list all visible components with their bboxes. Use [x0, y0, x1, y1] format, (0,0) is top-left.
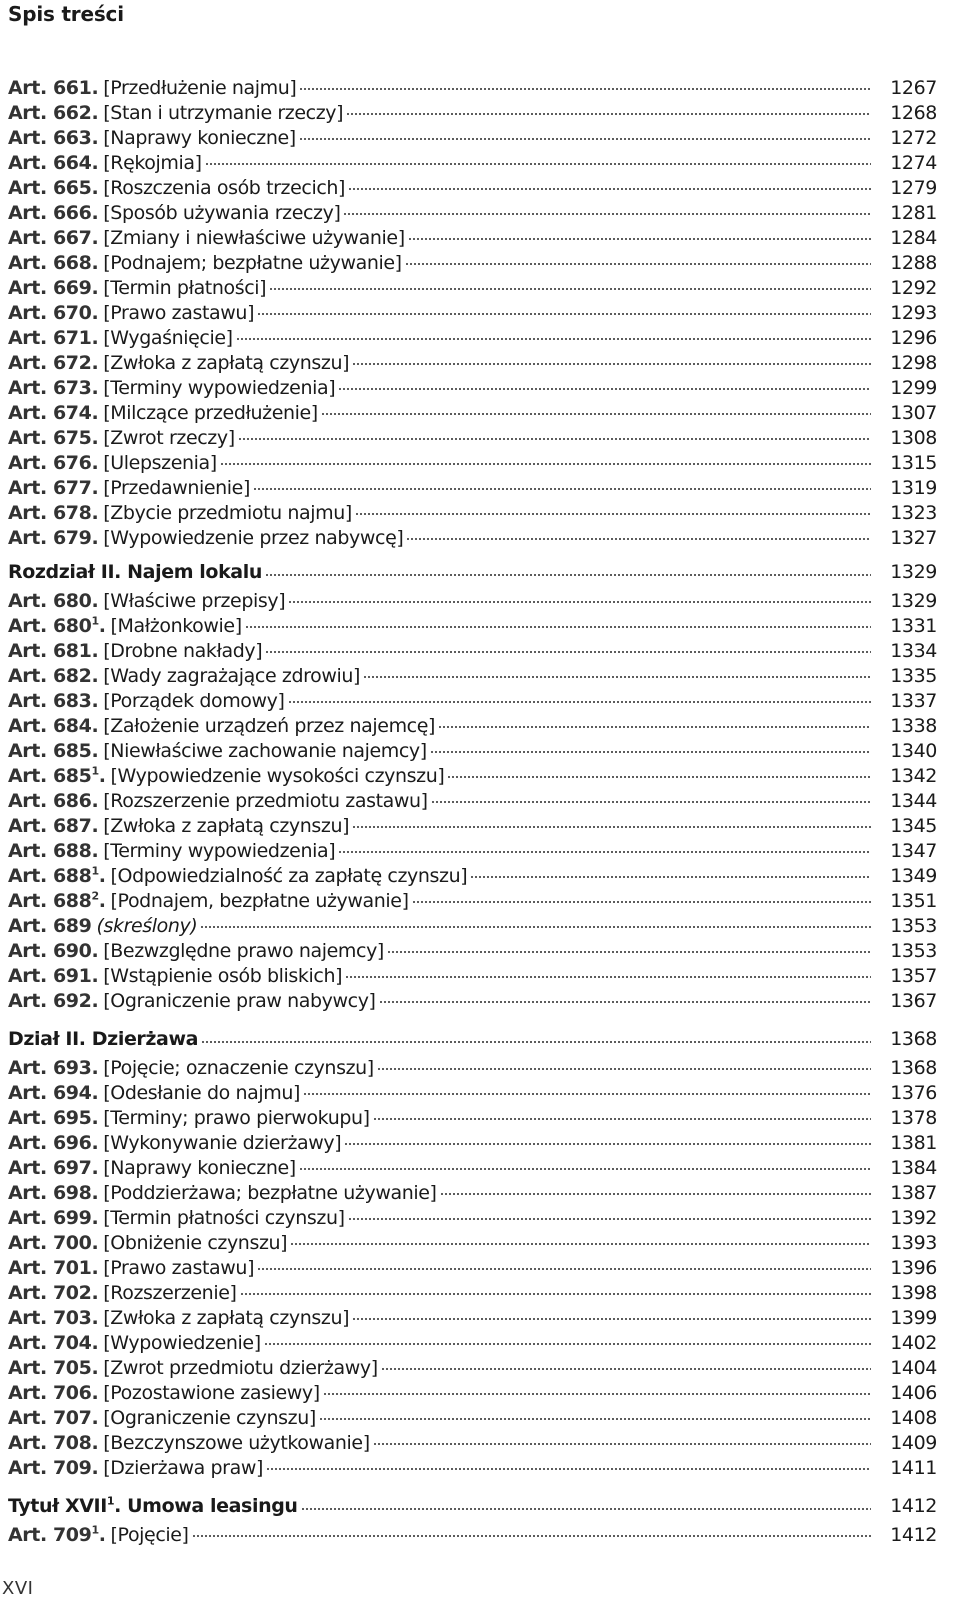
article-title: [Naprawy konieczne]	[103, 127, 296, 149]
toc-entry[interactable]	[8, 864, 958, 889]
article-title: [Odesłanie do najmu]	[103, 1082, 301, 1104]
toc-entry[interactable]	[8, 76, 958, 101]
article-number: Art. 703.	[8, 1307, 99, 1329]
page-number: 1298	[890, 352, 937, 374]
article-title: [Prawo zastawu]	[103, 1257, 255, 1279]
toc-entry[interactable]	[8, 476, 958, 501]
article-title: (skreślony)	[96, 915, 198, 937]
page-number: 1315	[890, 452, 937, 474]
article-number: Art. 677.	[8, 477, 99, 499]
article-number: Art. 661.	[8, 77, 99, 99]
toc-entry[interactable]	[8, 1131, 958, 1156]
dot-leader	[352, 826, 871, 828]
page-number: 1327	[890, 527, 937, 549]
article-number: Art. 702.	[8, 1282, 99, 1304]
page-number: 1349	[890, 865, 937, 887]
toc-entry[interactable]	[8, 964, 958, 989]
article-title: [Rękojmia]	[103, 152, 202, 174]
page-number: 1293	[890, 302, 937, 324]
page-number: 1376	[890, 1082, 937, 1104]
page-number: 1406	[890, 1382, 937, 1404]
article-number: Art. $688^2$.	[8, 889, 106, 912]
article-number: Art. 708.	[8, 1432, 99, 1454]
dot-leader	[440, 1193, 871, 1195]
page-number: 1307	[890, 402, 937, 424]
article-title: [Wypowiedzenie przez nabywcę]	[103, 527, 404, 549]
article-number: Art. $709^1$.	[8, 1523, 106, 1546]
dot-leader	[264, 1343, 871, 1345]
page-number: 1398	[890, 1282, 937, 1304]
toc-entry[interactable]	[8, 939, 958, 964]
toc-entry[interactable]	[8, 1081, 958, 1106]
dot-leader	[408, 238, 871, 240]
article-number: Art. 700.	[8, 1232, 99, 1254]
article-number: Art. 696.	[8, 1132, 99, 1154]
article-title: [Zwrot przedmiotu dzierżawy]	[103, 1357, 378, 1379]
article-title: [Ograniczenie czynszu]	[103, 1407, 316, 1429]
toc-entry[interactable]	[8, 526, 958, 551]
dot-leader	[387, 951, 871, 953]
article-title: [Terminy wypowiedzenia]	[103, 377, 336, 399]
toc-entry[interactable]	[8, 401, 958, 426]
dot-leader	[236, 338, 871, 340]
page-number: 1381	[890, 1132, 937, 1154]
dot-leader	[348, 188, 871, 190]
article-number: Art. 694.	[8, 1082, 99, 1104]
dot-leader	[377, 1068, 871, 1070]
toc-entry[interactable]	[8, 351, 958, 376]
page-number: 1409	[890, 1432, 937, 1454]
article-number: Art. $688^1$.	[8, 864, 106, 887]
dot-leader	[257, 1268, 871, 1270]
article-title: [Założenie urządzeń przez najemcę]	[103, 715, 436, 737]
article-title: [Zbycie przedmiotu najmu]	[103, 502, 352, 524]
article-title: [Bezwzględne prawo najemcy]	[103, 940, 384, 962]
article-number: Art. 683.	[8, 690, 99, 712]
toc-section-heading[interactable]	[8, 1491, 958, 1521]
dot-leader	[363, 676, 871, 678]
page-number: 1353	[890, 940, 937, 962]
article-number: Art. 665.	[8, 177, 99, 199]
page-number: 1340	[890, 740, 937, 762]
dot-leader	[301, 1508, 871, 1510]
article-number: Art. 684.	[8, 715, 99, 737]
dot-leader	[470, 876, 871, 878]
dot-leader	[338, 851, 871, 853]
page-number: 1344	[890, 790, 937, 812]
page-number: 1292	[890, 277, 937, 299]
article-title: [Prawo zastawu]	[103, 302, 255, 324]
dot-leader	[438, 726, 871, 728]
dot-leader	[303, 1093, 871, 1095]
page-number: 1338	[890, 715, 937, 737]
page-number: 1329	[890, 561, 937, 583]
article-number: Art. 682.	[8, 665, 99, 687]
article-title: [Ograniczenie praw nabywcy]	[103, 990, 376, 1012]
page-number: 1342	[890, 765, 937, 787]
toc-entry[interactable]	[8, 251, 958, 276]
article-number: Art. 662.	[8, 102, 99, 124]
dot-leader	[299, 1168, 871, 1170]
toc-entry[interactable]	[8, 1306, 958, 1331]
article-number: Art. 669.	[8, 277, 99, 299]
page-number: 1268	[890, 102, 937, 124]
dot-leader	[253, 488, 871, 490]
dot-leader	[352, 363, 871, 365]
page-number: 1393	[890, 1232, 937, 1254]
toc-entry[interactable]	[8, 714, 958, 739]
toc-entry[interactable]	[8, 101, 958, 126]
page-number: 1402	[890, 1332, 937, 1354]
article-title: [Terminy; prawo pierwokupu]	[103, 1107, 370, 1129]
article-title: [Sposób używania rzeczy]	[103, 202, 341, 224]
page-number: 1353	[890, 915, 937, 937]
article-number: Art. 681.	[8, 640, 99, 662]
dot-leader	[265, 651, 871, 653]
footer-page-number: XVI	[2, 1578, 34, 1599]
toc-entry[interactable]	[8, 451, 958, 476]
page-number: 1347	[890, 840, 937, 862]
article-number: Art. 689	[8, 915, 92, 937]
toc-entry[interactable]	[8, 1431, 958, 1456]
article-number: Art. 666.	[8, 202, 99, 224]
article-number: Art. 688.	[8, 840, 99, 862]
article-number: Art. 690.	[8, 940, 99, 962]
toc-entry[interactable]	[8, 1156, 958, 1181]
dot-leader	[257, 313, 871, 315]
article-title: [Wykonywanie dzierżawy]	[103, 1132, 342, 1154]
article-title: [Zmiany i niewłaściwe używanie]	[103, 227, 405, 249]
article-title: [Wady zagrażające zdrowiu]	[103, 665, 361, 687]
page-number: 1384	[890, 1157, 937, 1179]
page-number: 1337	[890, 690, 937, 712]
page-number: 1368	[890, 1057, 937, 1079]
article-title: [Małżonkowie]	[110, 615, 242, 637]
article-number: Art. $685^1$.	[8, 764, 106, 787]
page-number: 1357	[890, 965, 937, 987]
page-number: 1404	[890, 1357, 937, 1379]
page-number: 1323	[890, 502, 937, 524]
page-number: 1399	[890, 1307, 937, 1329]
article-number: Art. 668.	[8, 252, 99, 274]
page-number: 1331	[890, 615, 937, 637]
table-of-contents	[8, 76, 958, 1548]
dot-leader	[299, 138, 871, 140]
article-number: Art. 664.	[8, 152, 99, 174]
toc-entry[interactable]	[8, 226, 958, 251]
page-number: 1412	[890, 1495, 937, 1517]
page-number: 1412	[890, 1524, 937, 1546]
section-title: Tytuł XVII$^1$. Umowa leasingu	[8, 1494, 298, 1517]
article-title: [Zwrot rzeczy]	[103, 427, 235, 449]
article-title: [Terminy wypowiedzenia]	[103, 840, 336, 862]
page-number: 1329	[890, 590, 937, 612]
dot-leader	[344, 1143, 871, 1145]
toc-entry[interactable]	[8, 1106, 958, 1131]
page-number: 1284	[890, 227, 937, 249]
page-title: Spis treści	[8, 2, 124, 26]
page-number: 1368	[890, 1028, 937, 1050]
page-number: 1267	[890, 77, 937, 99]
article-title: [Wygaśnięcie]	[103, 327, 233, 349]
toc-entry[interactable]	[8, 689, 958, 714]
article-title: [Odpowiedzialność za zapłatę czynszu]	[110, 865, 468, 887]
toc-entry[interactable]	[8, 501, 958, 526]
section-title: Dział II. Dzierżawa	[8, 1028, 199, 1050]
toc-entry[interactable]	[8, 1331, 958, 1356]
toc-entry[interactable]	[8, 376, 958, 401]
toc-entry[interactable]	[8, 1523, 958, 1548]
toc-entry[interactable]	[8, 301, 958, 326]
article-title: [Obniżenie czynszu]	[103, 1232, 288, 1254]
article-title: [Termin płatności]	[103, 277, 267, 299]
article-title: [Pozostawione zasiewy]	[103, 1382, 320, 1404]
article-number: Art. 697.	[8, 1157, 99, 1179]
toc-entry[interactable]	[8, 1456, 958, 1481]
dot-leader	[269, 288, 871, 290]
article-number: Art. 705.	[8, 1357, 99, 1379]
article-number: Art. 671.	[8, 327, 99, 349]
page-number: 1296	[890, 327, 937, 349]
toc-entry[interactable]	[8, 151, 958, 176]
toc-entry[interactable]	[8, 839, 958, 864]
dot-leader	[338, 388, 871, 390]
toc-entry[interactable]	[8, 889, 958, 914]
article-title: [Rozszerzenie]	[103, 1282, 237, 1304]
toc-section-heading[interactable]	[8, 1024, 958, 1054]
article-title: [Poddzierżawa; bezpłatne używanie]	[103, 1182, 437, 1204]
toc-entry[interactable]	[8, 201, 958, 226]
article-number: Art. 701.	[8, 1257, 99, 1279]
article-number: Art. 670.	[8, 302, 99, 324]
article-number: Art. 674.	[8, 402, 99, 424]
page-number: 1396	[890, 1257, 937, 1279]
article-number: Art. 679.	[8, 527, 99, 549]
article-title: [Wstąpienie osób bliskich]	[103, 965, 343, 987]
toc-entry[interactable]	[8, 589, 958, 614]
dot-leader	[238, 438, 871, 440]
toc-entry[interactable]	[8, 176, 958, 201]
article-title: [Wypowiedzenie wysokości czynszu]	[110, 765, 445, 787]
dot-leader	[381, 1368, 871, 1370]
toc-section-heading[interactable]	[8, 557, 958, 587]
dot-leader	[345, 976, 871, 978]
article-title: [Roszczenia osób trzecich]	[103, 177, 346, 199]
dot-leader	[343, 213, 871, 215]
article-number: Art. 706.	[8, 1382, 99, 1404]
toc-entry[interactable]	[8, 1356, 958, 1381]
article-number: Art. 704.	[8, 1332, 99, 1354]
dot-leader	[379, 1001, 871, 1003]
page-number: 1345	[890, 815, 937, 837]
article-number: Art. 685.	[8, 740, 99, 762]
page-number: 1335	[890, 665, 937, 687]
article-title: [Przedawnienie]	[103, 477, 250, 499]
dot-leader	[373, 1118, 871, 1120]
dot-leader	[321, 413, 871, 415]
article-title: [Drobne nakłady]	[103, 640, 263, 662]
toc-entry[interactable]	[8, 1181, 958, 1206]
dot-leader	[265, 574, 871, 576]
article-title: [Podnajem; bezpłatne używanie]	[103, 252, 402, 274]
article-number: Art. 667.	[8, 227, 99, 249]
article-number: Art. 686.	[8, 790, 99, 812]
toc-entry[interactable]	[8, 126, 958, 151]
article-number: Art. 691.	[8, 965, 99, 987]
dot-leader	[406, 538, 871, 540]
article-title: [Właściwe przepisy]	[103, 590, 286, 612]
dot-leader	[299, 88, 871, 90]
page-number: 1279	[890, 177, 937, 199]
article-number: Art. 676.	[8, 452, 99, 474]
article-title: [Bezczynszowe użytkowanie]	[103, 1432, 370, 1454]
page-number: 1411	[890, 1457, 937, 1479]
article-number: Art. 663.	[8, 127, 99, 149]
toc-entry[interactable]	[8, 814, 958, 839]
page-number: 1281	[890, 202, 937, 224]
dot-leader	[348, 1218, 871, 1220]
page-number: 1392	[890, 1207, 937, 1229]
toc-entry[interactable]	[8, 1281, 958, 1306]
page-number: 1378	[890, 1107, 937, 1129]
page-number: 1408	[890, 1407, 937, 1429]
page-number: 1308	[890, 427, 937, 449]
dot-leader	[405, 263, 871, 265]
article-title: [Dzierżawa praw]	[103, 1457, 263, 1479]
article-title: [Zwłoka z zapłatą czynszu]	[103, 352, 350, 374]
dot-leader	[205, 163, 871, 165]
article-title: [Rozszerzenie przedmiotu zastawu]	[103, 790, 428, 812]
toc-entry[interactable]	[8, 1256, 958, 1281]
dot-leader	[288, 601, 871, 603]
article-title: [Zwłoka z zapłatą czynszu]	[103, 815, 350, 837]
page-number: 1319	[890, 477, 937, 499]
article-number: Art. 707.	[8, 1407, 99, 1429]
article-title: [Stan i utrzymanie rzeczy]	[103, 102, 344, 124]
dot-leader	[240, 1293, 872, 1295]
article-title: [Niewłaściwe zachowanie najemcy]	[103, 740, 427, 762]
dot-leader	[220, 463, 871, 465]
page-number: 1274	[890, 152, 937, 174]
dot-leader	[373, 1443, 871, 1445]
dot-leader	[192, 1535, 871, 1537]
article-number: Art. 698.	[8, 1182, 99, 1204]
article-number: Art. 695.	[8, 1107, 99, 1129]
dot-leader	[431, 801, 871, 803]
toc-entry[interactable]	[8, 914, 958, 939]
dot-leader	[447, 776, 871, 778]
toc-entry[interactable]	[8, 1056, 958, 1081]
page-number: 1272	[890, 127, 937, 149]
page-number: 1387	[890, 1182, 937, 1204]
article-number: Art. 692.	[8, 990, 99, 1012]
toc-entry[interactable]	[8, 1206, 958, 1231]
toc-entry[interactable]	[8, 276, 958, 301]
page-number: 1351	[890, 890, 937, 912]
article-title: [Pojęcie]	[110, 1524, 189, 1546]
article-number: Art. 680.	[8, 590, 99, 612]
toc-entry[interactable]	[8, 664, 958, 689]
toc-entry[interactable]	[8, 1406, 958, 1431]
article-title: [Pojęcie; oznaczenie czynszu]	[103, 1057, 374, 1079]
article-number: Art. $680^1$.	[8, 614, 106, 637]
toc-entry[interactable]	[8, 426, 958, 451]
article-number: Art. 678.	[8, 502, 99, 524]
page-number: 1299	[890, 377, 937, 399]
article-title: [Milczące przedłużenie]	[103, 402, 318, 424]
article-title: [Naprawy konieczne]	[103, 1157, 296, 1179]
article-number: Art. 709.	[8, 1457, 99, 1479]
article-number: Art. 693.	[8, 1057, 99, 1079]
article-number: Art. 687.	[8, 815, 99, 837]
dot-leader	[200, 926, 871, 928]
article-number: Art. 675.	[8, 427, 99, 449]
article-title: [Zwłoka z zapłatą czynszu]	[103, 1307, 350, 1329]
dot-leader	[412, 901, 871, 903]
dot-leader	[319, 1418, 871, 1420]
page-number: 1367	[890, 990, 937, 1012]
dot-leader	[323, 1393, 871, 1395]
page-number: 1334	[890, 640, 937, 662]
toc-entry[interactable]	[8, 1231, 958, 1256]
article-title: [Podnajem, bezpłatne używanie]	[110, 890, 409, 912]
article-title: [Wypowiedzenie]	[103, 1332, 261, 1354]
article-title: [Ulepszenia]	[103, 452, 217, 474]
dot-leader	[266, 1468, 871, 1470]
toc-entry[interactable]	[8, 614, 958, 639]
dot-leader	[352, 1318, 871, 1320]
dot-leader	[288, 701, 871, 703]
article-title: [Przedłużenie najmu]	[103, 77, 297, 99]
page-number: 1288	[890, 252, 937, 274]
article-title: [Termin płatności czynszu]	[103, 1207, 345, 1229]
dot-leader	[355, 513, 871, 515]
dot-leader	[201, 1041, 871, 1043]
toc-entry[interactable]	[8, 764, 958, 789]
article-title: [Porządek domowy]	[103, 690, 285, 712]
article-number: Art. 673.	[8, 377, 99, 399]
article-number: Art. 672.	[8, 352, 99, 374]
dot-leader	[430, 751, 871, 753]
section-title: Rozdział II. Najem lokalu	[8, 561, 262, 583]
toc-entry[interactable]	[8, 639, 958, 664]
toc-entry[interactable]	[8, 1381, 958, 1406]
toc-entry[interactable]	[8, 739, 958, 764]
dot-leader	[245, 626, 871, 628]
toc-entry[interactable]	[8, 326, 958, 351]
toc-entry[interactable]	[8, 989, 958, 1014]
toc-entry[interactable]	[8, 789, 958, 814]
dot-leader	[346, 113, 871, 115]
dot-leader	[290, 1243, 871, 1245]
article-number: Art. 699.	[8, 1207, 99, 1229]
